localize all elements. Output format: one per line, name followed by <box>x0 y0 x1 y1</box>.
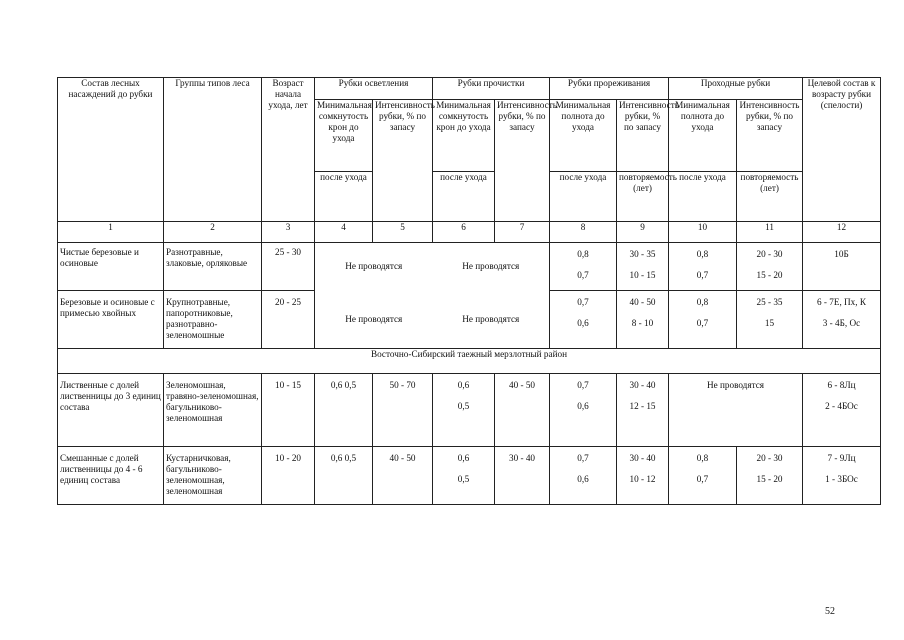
header-group-prorezhivanie: Рубки прореживания <box>550 78 669 100</box>
value: 0,8 <box>696 297 709 307</box>
header-min-fullness-prokhod: Минимальная полнота до ухода <box>669 100 737 172</box>
value: 0,8 <box>696 453 709 463</box>
value: 0,7 <box>696 318 709 328</box>
header-intensity-prokhod: Интенсивность рубки, % по запасу <box>737 100 803 172</box>
forest-type-cell: Разнотравные, злаковые, орляковые <box>164 243 262 291</box>
column-number: 5 <box>373 222 433 243</box>
header-composition: Состав лесных насаждений до рубки <box>58 78 164 222</box>
value: 15 <box>764 318 775 328</box>
header-intensity-osv: Интенсивность рубки, % по запасу <box>373 100 433 222</box>
value: 30 - 40 <box>629 380 656 390</box>
table-row <box>58 447 881 505</box>
column-number: 10 <box>669 222 737 243</box>
value: 10 - 12 <box>629 474 656 484</box>
value: 0,6 <box>577 401 589 411</box>
value: 20 - 30 <box>756 453 783 463</box>
composition-cell: Лиственные с долей лиственницы до 3 единиц состава <box>58 374 164 447</box>
header-repeat-prokhod: повторяемость (лет) <box>737 172 803 222</box>
value: 15 - 20 <box>756 270 783 280</box>
composition-cell: Березовые и осиновые с примесью хвойных <box>58 291 164 349</box>
value: 0,6 <box>577 318 589 328</box>
value: 2 - 4БОс <box>825 401 858 411</box>
column-number: 8 <box>550 222 617 243</box>
header-min-density-osv: Минимальная сомкнутость крон до ухода <box>315 100 373 172</box>
header-group-prochistka: Рубки прочистки <box>433 78 550 100</box>
header-target-composition: Целевой состав к возрасту рубки (спелости) <box>803 78 881 222</box>
value: 0,6 <box>577 474 589 484</box>
value: 1 - 3БОс <box>825 474 858 484</box>
value: 6 - 7Е, Пх, К <box>817 297 866 307</box>
header-after-prokhod: после ухода <box>669 172 737 222</box>
header-intensity-pro: Интенсивность рубки, % по запасу <box>495 100 550 222</box>
composition-cell: Чистые березовые и осиновые <box>58 243 164 291</box>
header-forest-types: Группы типов леса <box>164 78 262 222</box>
start-age-cell: 10 - 15 <box>262 374 315 447</box>
start-age-cell: 20 - 25 <box>262 291 315 349</box>
value: 0,7 <box>577 297 589 307</box>
forest-type-cell: Зеленомошная, травяно-зеленомошная, багульниково-зеленомошная <box>164 374 262 447</box>
header-group-prokhodnye: Проходные рубки <box>669 78 803 100</box>
value: 0,7 <box>577 270 589 280</box>
column-number: 1 <box>58 222 164 243</box>
column-number: 2 <box>164 222 262 243</box>
value: 30 - 40 <box>495 447 550 505</box>
value: 40 - 50 <box>373 447 433 505</box>
table-row <box>58 243 881 291</box>
value: 0,6 0,5 <box>315 447 373 505</box>
value: 0,8 <box>696 249 709 259</box>
target-composition-cell: 10Б <box>803 243 881 291</box>
prochistka-not-done: Не проводятся <box>433 291 550 349</box>
value: 0,5 <box>457 401 470 411</box>
value: 6 - 8Лц <box>827 380 856 390</box>
region-title: Восточно-Сибирский таежный мерзлотный район <box>58 349 881 374</box>
table-row <box>58 291 881 349</box>
prochistka-not-done: Не проводятся <box>433 243 550 291</box>
value: 25 - 35 <box>756 297 783 307</box>
column-number: 4 <box>315 222 373 243</box>
value: 20 - 30 <box>756 249 783 259</box>
value: 0,7 <box>577 380 589 390</box>
value: 3 - 4Б, Ос <box>822 318 861 328</box>
value: 50 - 70 <box>373 374 433 447</box>
value: 40 - 50 <box>629 297 656 307</box>
forest-care-table <box>57 77 881 505</box>
value: 30 - 40 <box>629 453 656 463</box>
value: 0,8 <box>577 249 589 259</box>
header-intensity-prorezh: Интенсивность рубки, % по запасу <box>617 100 669 172</box>
value: 0,7 <box>577 453 589 463</box>
value: 10 - 15 <box>629 270 656 280</box>
column-number: 9 <box>617 222 669 243</box>
column-number: 11 <box>737 222 803 243</box>
region-row <box>58 349 881 374</box>
prokhodnye-not-done: Не проводятся <box>669 374 803 447</box>
value: 0,6 <box>457 380 470 390</box>
column-number: 6 <box>433 222 495 243</box>
header-group-osvetlenie: Рубки осветления <box>315 78 433 100</box>
header-min-fullness-prorezh: Минимальная полнота до ухода <box>550 100 617 172</box>
column-number: 7 <box>495 222 550 243</box>
value: 30 - 35 <box>629 249 656 259</box>
start-age-cell: 25 - 30 <box>262 243 315 291</box>
osvetlenie-not-done: Не проводятся <box>315 291 433 349</box>
value: 0,7 <box>696 474 709 484</box>
value: 0,6 0,5 <box>315 374 373 447</box>
forest-type-cell: Крупнотравные, папоротниковые, разнотравно-зеленомошные <box>164 291 262 349</box>
start-age-cell: 10 - 20 <box>262 447 315 505</box>
table-row <box>58 374 881 447</box>
header-after-osv: после ухода <box>315 172 373 222</box>
value: 0,5 <box>457 474 470 484</box>
header-after-prorezh: после ухода <box>550 172 617 222</box>
value: 40 - 50 <box>495 374 550 447</box>
value: 15 - 20 <box>756 474 783 484</box>
value: 7 - 9Лц <box>827 453 856 463</box>
header-repeat-prorezh: повторяемость (лет) <box>617 172 669 222</box>
value: 8 - 10 <box>631 318 654 328</box>
header-start-age: Возраст начала ухода, лет <box>262 78 315 222</box>
value: 0,7 <box>696 270 709 280</box>
column-number: 3 <box>262 222 315 243</box>
composition-cell: Смешанные с долей лиственницы до 4 - 6 единиц состава <box>58 447 164 505</box>
osvetlenie-not-done: Не проводятся <box>315 243 433 291</box>
value: 0,6 <box>457 453 470 463</box>
page-number: 52 <box>825 606 835 617</box>
column-number: 12 <box>803 222 881 243</box>
forest-type-cell: Кустарничковая, багульниково-зеленомошная, зеленомошная <box>164 447 262 505</box>
column-numbers-row <box>58 222 881 243</box>
value: 12 - 15 <box>629 401 656 411</box>
header-after-pro: после ухода <box>433 172 495 222</box>
header-min-density-pro: Минимальная сомкнутость крон до ухода <box>433 100 495 172</box>
